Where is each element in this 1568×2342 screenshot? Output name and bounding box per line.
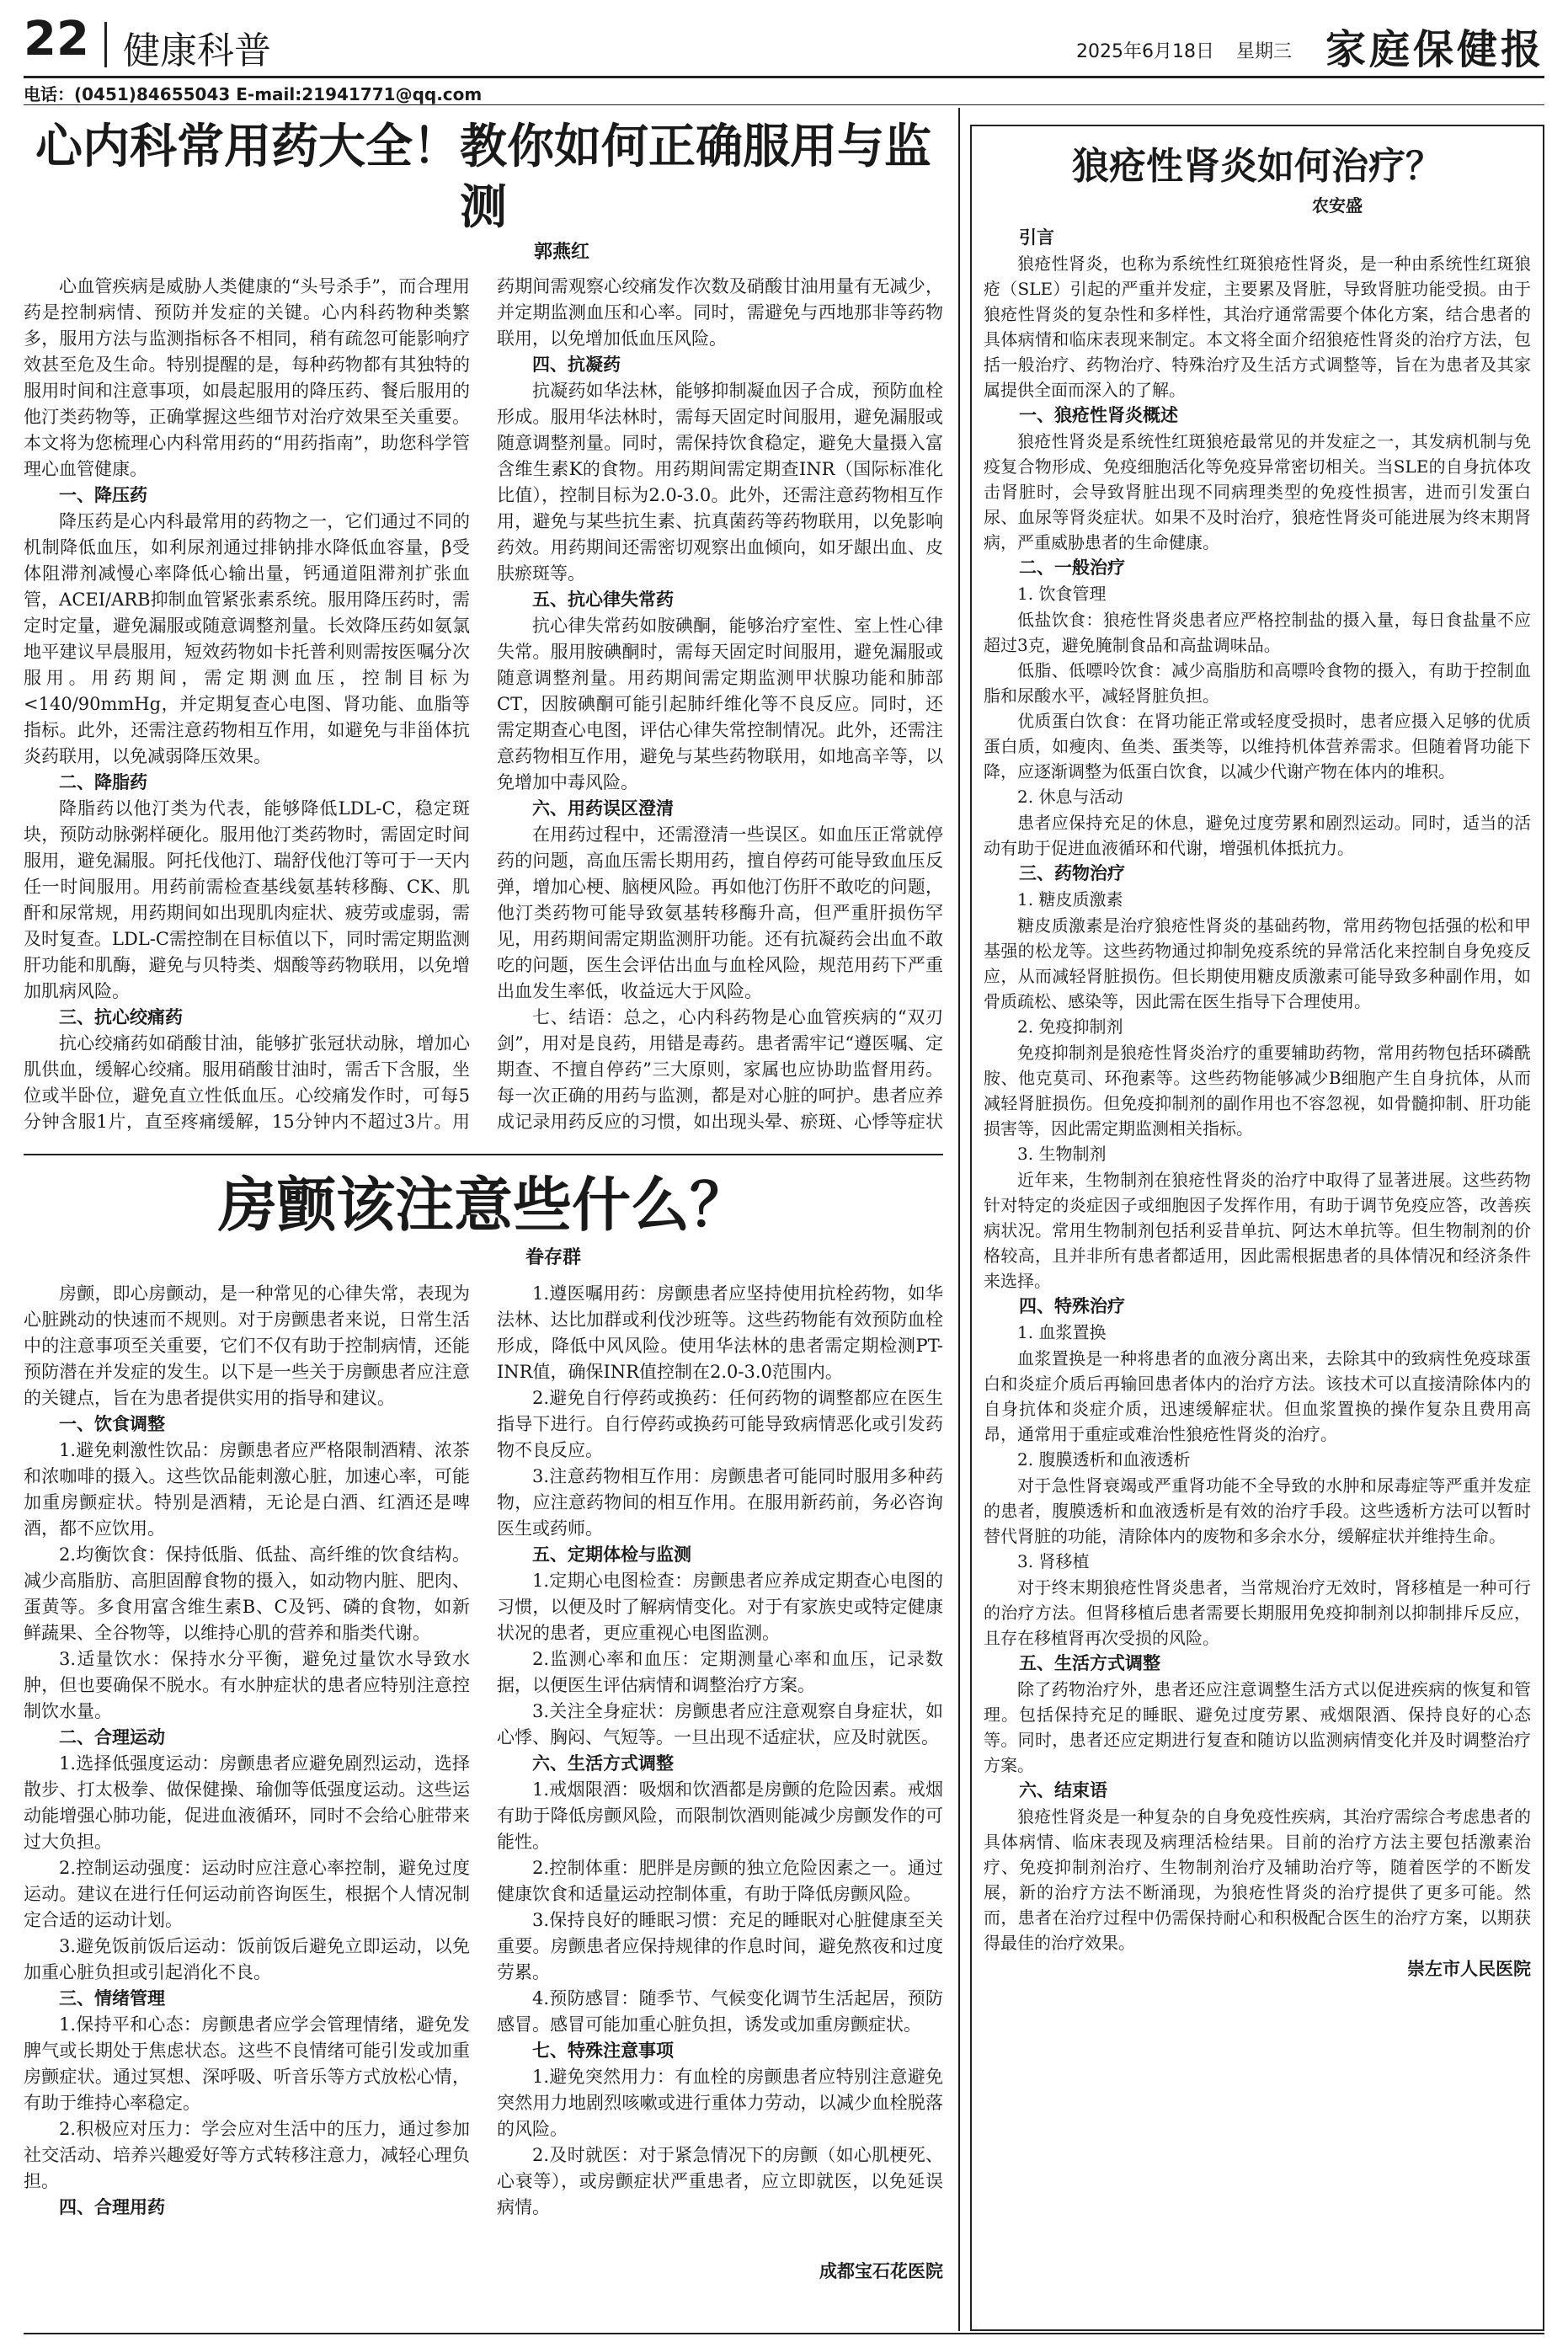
body-paragraph: 1.定期心电图检查：房颤患者应养成定期查心电图的习惯，以便及时了解病情变化。对于有家族史或特定健康状况的患者，更应重视心电图监测。 — [497, 1571, 943, 1643]
section-heading: 四、合理用药 — [59, 2197, 165, 2217]
masthead-separator — [104, 22, 107, 67]
section-heading: 三、抗心绞痛药 — [59, 1007, 183, 1027]
body-paragraph: 除了药物治疗外，患者还应注意调整生活方式以促进疾病的恢复和管理。包括保持充足的睡眠、避免过度劳累、戒烟限酒、保持良好的心态等。同时，患者还应定期进行复查和随访以监测病情变化并及时调整治疗方案。 — [984, 1679, 1531, 1775]
body-paragraph: 2.避免自行停药或换药：任何药物的调整都应在医生指导下进行。自行停药或换药可能导致病情恶化或引发药物不良反应。 — [497, 1388, 943, 1460]
body-paragraph: 2.积极应对压力：学会应对生活中的压力，通过参加社交活动、培养兴趣爱好等方式转移注意力，减轻心理负担。 — [24, 2119, 470, 2191]
body-paragraph: 抗心律失常药如胺碘酮，能够治疗室性、室上性心律失常。服用胺碘酮时，需每天固定时间服用，避免漏服或随意调整剂量。用药期间需定期监测甲状腺功能和肺部CT，因胺碘酮可能引起肺纤维化等不良反应。同时，还需定期查心电图，评估心律失常控制情况。此外，还需注意药物相互作用，避免与某些药物联用，如地高辛等，以免增加中毒风险。 — [497, 616, 943, 792]
article-author: 郭燕红 — [533, 242, 589, 263]
subsection-heading: 1. 饮食管理 — [1017, 584, 1107, 604]
body-paragraph: 对于急性肾衰竭或严重肾功能不全导致的水肿和尿毒症等严重并发症的患者，腹膜透析和血液透析是有效的治疗手段。这些透析方法可以暂时替代肾脏的功能，清除体内的废物和多余水分，缓解症状并维持生命。 — [984, 1475, 1531, 1546]
masthead — [24, 12, 1544, 76]
body-paragraph: 1.遵医嘱用药：房颤患者应坚持使用抗栓药物，如华法林、达比加群或利伐沙班等。这些药物能有效预防血栓形成，降低中风风险。使用华法林的患者需定期检测PT-INR值，确保INR值控制在2.0-3.0范围内。 — [497, 1283, 943, 1382]
article-hospital: 成都宝石花医院 — [819, 2261, 943, 2281]
article-author: 农安盛 — [1312, 195, 1363, 216]
body-paragraph: 抗心绞痛药如硝酸甘油，能够扩张冠状动脉，增加心肌供血，缓解心绞痛。服用硝酸甘油时，需舌下含服，坐位或半卧位，避免直立性低血压。心绞痛发作时，可每5分钟含服1片，直至疼痛缓解，15分钟内不超过3片。用药期间需观察心绞痛发作次数及硝酸甘油用量有无减少，并定期监测血压和心率。同时，需避免与西地那非等药物联用，以免增加低血压风险。 — [24, 276, 943, 1132]
section-heading: 二、降脂药 — [59, 772, 147, 792]
body-paragraph: 患者应保持充足的休息，避免过度劳累和剧烈运动。同时，适当的活动有助于促进血液循环和代谢，增强机体抵抗力。 — [984, 813, 1531, 858]
body-paragraph: 4.预防感冒：随季节、气候变化调节生活起居，预防感冒。感冒可能加重心脏负担，诱发或加重房颤症状。 — [497, 1988, 943, 2035]
newspaper-brand: 家庭保健报 — [1325, 26, 1544, 73]
section-heading: 五、生活方式调整 — [1019, 1653, 1160, 1673]
subsection-heading: 2. 休息与活动 — [1017, 787, 1123, 807]
body-paragraph: 狼疮性肾炎是系统性红斑狼疮最常见的并发症之一，其发病机制与免疫复合物形成、免疫细胞活化等免疫异常密切相关。当SLE的自身抗体攻击肾脏时，会导致肾脏出现不同病理类型的免疫性损害，进而引发蛋白尿、血尿等肾炎症状。如果不及时治疗，狼疮性肾炎可能进展为终末期肾病，严重威胁患者的生命健康。 — [984, 431, 1531, 552]
body-paragraph: 1.避免刺激性饮品：房颤患者应严格限制酒精、浓茶和浓咖啡的摄入。这些饮品能刺激心脏，加速心率，可能加重房颤症状。特别是酒精，无论是白酒、红酒还是啤酒，都不应饮用。 — [24, 1440, 470, 1539]
issue-weekday: 星期三 — [1236, 41, 1293, 62]
article-body — [24, 1281, 943, 2258]
section-heading: 二、一般治疗 — [1019, 557, 1125, 578]
section-heading: 七、特殊注意事项 — [532, 2041, 674, 2061]
section-heading: 五、定期体检与监测 — [532, 1544, 691, 1565]
section-heading: 六、结束语 — [1019, 1780, 1107, 1801]
article-body — [984, 225, 1531, 1955]
subsection-heading: 1. 血浆置换 — [1017, 1322, 1107, 1342]
body-paragraph: 降脂药以他汀类为代表，能够降低LDL-C，稳定斑块，预防动脉粥样硬化。服用他汀类药物时，需固定时间服用，避免漏服。阿托伐他汀、瑞舒伐他汀等可于一天内任一时间服用。用药前需检查基线氨基转移酶、CK、肌酐和尿常规，用药期间如出现肌肉症状、疲劳或虚弱，需及时复查。LDL-C需控制在目标值以下，同时需定期监测肝功能和肌酶，避免与贝特类、烟酸等药物联用，以免增加肌病风险。 — [24, 798, 470, 1001]
body-paragraph: 1.选择低强度运动：房颤患者应避免剧烈运动，选择散步、打太极拳、做保健操、瑜伽等低强度运动。这些运动能增强心肺功能，促进血液循环，同时不会给心脏带来过大负担。 — [24, 1753, 470, 1852]
body-paragraph: 糖皮质激素是治疗狼疮性肾炎的基础药物，常用药物包括强的松和甲基强的松龙等。这些药物通过抑制免疫系统的异常活化来控制自身免疫反应，从而减轻肾脏损伤。但长期使用糖皮质激素可能导致多种副作用，如骨质疏松、感染等，因此需在医生指导下合理使用。 — [984, 915, 1531, 1011]
article-author: 眷存群 — [525, 1247, 581, 1268]
body-paragraph: 低盐饮食：狼疮性肾炎患者应严格控制盐的摄入量，每日食盐量不应超过3克，避免腌制食品和高盐调味品。 — [984, 610, 1531, 655]
masthead-rule — [24, 76, 1544, 78]
section-title: 健康科普 — [123, 29, 271, 72]
body-paragraph: 狼疮性肾炎是一种复杂的自身免疫性疾病，其治疗需综合考虑患者的具体病情、临床表现及病理活检结果。目前的治疗方法主要包括激素治疗、免疫抑制剂治疗、生物制剂治疗及辅助治疗等，随着医学的不断发展，新的治疗方法不断涌现，为狼疮性肾炎的治疗提供了更多可能。然而，患者在治疗过程中仍需保持耐心和积极配合医生的治疗方案，以期获得最佳的治疗效果。 — [984, 1806, 1531, 1953]
section-heading: 三、情绪管理 — [59, 1988, 165, 2009]
body-paragraph: 1.戒烟限酒：吸烟和饮酒都是房颤的危险因素。戒烟有助于降低房颤风险，而限制饮酒则能减少房颤发作的可能性。 — [497, 1779, 943, 1852]
body-paragraph: 七、结语：总之，心内科药物是心血管疾病的“双刃剑”，用对是良药，用错是毒药。患者需牢记“遵医嘱、定期查、不擅自停药”三大原则，家属也应协助监督用药。每一次正确的用药与监测，都是对心脏的呵护。患者应养成记录用药反应的习惯，如出现头晕、瘀斑、心悸等症状 — [497, 1007, 943, 1132]
section-heading: 四、特殊治疗 — [1019, 1296, 1125, 1316]
body-paragraph: 1.避免突然用力：有血栓的房颤患者应特别注意避免突然用力地剧烈咳嗽或进行重体力劳动，以减少血栓脱落的风险。 — [497, 2067, 943, 2139]
article-cardiology-drugs — [24, 108, 943, 1149]
article-divider — [24, 1154, 943, 1155]
body-paragraph: 近年来，生物制剂在狼疮性肾炎的治疗中取得了显著进展。这些药物针对特定的炎症因子或细胞因子发挥作用，有助于调节免疫应答，改善疾病状况。常用生物制剂包括利妥昔单抗、阿达木单抗等。但生物制剂的价格较高，且并非所有患者都适用，因此需根据患者的具体情况和经济条件来选择。 — [984, 1170, 1531, 1291]
body-paragraph: 狼疮性肾炎，也称为系统性红斑狼疮性肾炎，是一种由系统性红斑狼疮（SLE）引起的严重并发症，主要累及肾脏，导致肾脏功能受损。由于狼疮性肾炎的复杂性和多样性，其治疗通常需要个体化方案，结合患者的具体病情和临床表现来制定。本文将全面介绍狼疮性肾炎的治疗方法，包括一般治疗、药物治疗、特殊治疗及生活方式调整等，旨在为患者及其家属提供全面而深入的了解。 — [984, 253, 1531, 400]
article-title: 狼疮性肾炎如何治疗？ — [1072, 145, 1443, 188]
page-number: 22 — [24, 12, 89, 67]
body-paragraph: 2.控制体重：肥胖是房颤的独立危险因素之一。通过健康饮食和适量运动控制体重，有助于降低房颤风险。 — [497, 1858, 943, 1904]
bottom-rule — [24, 2333, 1544, 2334]
section-heading: 六、生活方式调整 — [532, 1753, 674, 1774]
body-paragraph: 房颤，即心房颤动，是一种常见的心律失常，表现为心脏跳动的快速而不规则。对于房颤患者来说，日常生活中的注意事项至关重要，它们不仅有助于控制病情，还能预防潜在并发症的发生。以下是一些关于房颤患者应注意的关键点，旨在为患者提供实用的指导和建议。 — [24, 1283, 470, 1408]
section-heading: 四、抗凝药 — [532, 355, 621, 375]
body-paragraph: 在用药过程中，还需澄清一些误区。如血压正常就停药的问题，高血压需长期用药，擅自停药可能导致血压反弹，增加心梗、脑梗风险。再如他汀伤肝不敢吃的问题，他汀类药物可能导致氨基转移酶升高，但严重肝损伤罕见，用药期间需定期监测肝功能。还有抗凝药会出血不敢吃的问题，医生会评估出血与血栓风险，规范用药下严重出血发生率低，收益远大于风险。 — [497, 824, 943, 1001]
body-paragraph: 3.适量饮水：保持水分平衡，避免过量饮水导致水肿，但也要确保不脱水。有水肿症状的患者应特别注意控制饮水量。 — [24, 1649, 470, 1721]
body-paragraph: 3.避免饭前饭后运动：饭前饭后避免立即运动，以免加重心脏负担或引起消化不良。 — [24, 1936, 470, 1982]
subsection-heading: 1. 糖皮质激素 — [1017, 889, 1123, 910]
subsection-heading: 2. 腹膜透析和血液透析 — [1017, 1449, 1191, 1470]
body-paragraph: 2.均衡饮食：保持低脂、低盐、高纤维的饮食结构。减少高脂肪、高胆固醇食物的摄入，如动物内脏、肥肉、蛋黄等。多食用富含维生素B、C及钙、磷的食物，如新鲜蔬果、全谷物等，以维持心肌的营养和脂类代谢。 — [24, 1544, 470, 1643]
body-paragraph: 对于终末期狼疮性肾炎患者，当常规治疗无效时，肾移植是一种可行的治疗方法。但肾移植后患者需要长期服用免疫抑制剂以抑制排斥反应，且存在移植肾再次受损的风险。 — [984, 1577, 1531, 1648]
section-heading: 引言 — [1019, 227, 1054, 248]
body-paragraph: 1.保持平和心态：房颤患者应学会管理情绪，避免发脾气或长期处于焦虑状态。这些不良情绪可能引发或加重房颤症状。通过冥想、深呼吸、听音乐等方式放松心情，有助于维持心率稳定。 — [24, 2014, 470, 2113]
body-paragraph: 3.保持良好的睡眠习惯：充足的睡眠对心脏健康至关重要。房颤患者应保持规律的作息时间，避免熬夜和过度劳累。 — [497, 1910, 943, 1982]
column-divider — [958, 108, 960, 2331]
article-title: 心内科常用药大全！教你如何正确服用与监测 — [35, 119, 931, 235]
article-title: 房颤该注意些什么？ — [218, 1170, 749, 1240]
body-paragraph: 抗凝药如华法林，能够抑制凝血因子合成，预防血栓形成。服用华法林时，需每天固定时间服用，避免漏服或随意调整剂量。同时，需保持饮食稳定，避免大量摄入富含维生素K的食物。用药期间需定期查INR（国际标准化比值），控制目标为2.0-3.0。此外，还需注意药物相互作用，避免与某些抗生素、抗真菌药等药物联用，以免影响药效。用药期间还需密切观察出血倾向，如牙龈出血、皮肤瘀斑等。 — [497, 381, 943, 584]
body-paragraph: 免疫抑制剂是狼疮性肾炎治疗的重要辅助药物，常用药物包括环磷酰胺、他克莫司、环孢素等。这些药物能够减少B细胞产生自身抗体，从而减轻肾脏损伤。但免疫抑制剂的副作用也不容忽视，如骨髓抑制、肝功能损害等，因此需定期监测相关指标。 — [984, 1043, 1531, 1139]
body-paragraph: 降压药是心内科最常用的药物之一，它们通过不同的机制降低血压，如利尿剂通过排钠排水降低血容量，β受体阻滞剂减慢心率降低心输出量，钙通道阻滞剂扩张血管，ACEI/ARB抑制血管紧张素系统。服用降压药时，需定时定量，避免漏服或随意调整剂量。长效降压药如氨氯地平建议早晨服用，短效药物如卡托普利则需按医嘱分次服用。用药期间，需定期测血压，控制目标为<140/90mmHg，并定期复查心电图、肾功能、血脂等指标。此外，还需注意药物相互作用，如避免与非甾体抗炎药联用，以免减弱降压效果。 — [24, 511, 470, 766]
subsection-heading: 2. 免疫抑制剂 — [1017, 1016, 1123, 1037]
section-heading: 一、饮食调整 — [59, 1414, 165, 1434]
body-paragraph: 低脂、低嘌呤饮食：减少高脂肪和高嘌呤食物的摄入，有助于控制血脂和尿酸水平，减轻肾脏负担。 — [984, 660, 1531, 706]
section-heading: 三、药物治疗 — [1019, 863, 1125, 883]
body-paragraph: 2.控制运动强度：运动时应注意心率控制，避免过度运动。建议在进行任何运动前咨询医生，根据个人情况制定合适的运动计划。 — [24, 1858, 470, 1930]
article-body — [24, 274, 943, 1149]
section-heading: 一、狼疮性肾炎概述 — [1019, 405, 1178, 425]
body-paragraph: 2.及时就医：对于紧急情况下的房颤（如心肌梗死、心衰等），或房颤症状严重患者，应立即就医，以免延误病情。 — [497, 2145, 943, 2217]
body-paragraph: 3.注意药物相互作用：房颤患者可能同时服用多种药物，应注意药物间的相互作用。在服用新药前，务必咨询医生或药师。 — [497, 1466, 943, 1539]
body-paragraph: 心血管疾病是威胁人类健康的“头号杀手”，而合理用药是控制病情、预防并发症的关键。心内科药物种类繁多，服用方法与监测指标各不相同，稍有疏忽可能影响疗效甚至危及生命。特别提醒的是，每种药物都有其独特的服用时间和注意事项，如晨起服用的降压药、餐后服用的他汀类药物等，正确掌握这些细节对治疗效果至关重要。本文将为您梳理心内科常用药的“用药指南”，助您科学管理心血管健康。 — [24, 276, 470, 479]
article-hospital: 崇左市人民医院 — [1407, 1959, 1531, 1979]
article-lupus-nephritis — [970, 125, 1544, 2331]
subsection-heading: 3. 生物制剂 — [1017, 1144, 1107, 1164]
body-paragraph: 优质蛋白饮食：在肾功能正常或轻度受损时，患者应摄入足够的优质蛋白质，如瘦肉、鱼类、蛋类等，以维持机体营养需求。但随着肾功能下降，应逐渐调整为低蛋白饮食，以减少代谢产物在体内的堆积。 — [984, 711, 1531, 782]
body-paragraph: 血浆置换是一种将患者的血液分离出来，去除其中的致病性免疫球蛋白和炎症介质后再输回患者体内的治疗方法。该技术可以直接清除体内的自身抗体和炎症介质，迅速缓解症状。但血浆置换的操作复杂且费用高昂，通常用于重症或难治性狼疮性肾炎的治疗。 — [984, 1348, 1531, 1444]
contact-line: 电话：(0451)84655043 E-mail:21941771@qq.com — [24, 84, 483, 104]
section-heading: 六、用药误区澄清 — [532, 798, 674, 819]
issue-date: 2025年6月18日 — [1076, 41, 1214, 62]
section-heading: 一、降压药 — [59, 485, 147, 505]
contact-rule — [24, 104, 1544, 105]
section-heading: 五、抗心律失常药 — [532, 590, 674, 610]
article-atrial-fibrillation — [24, 1159, 943, 2329]
subsection-heading: 3. 肾移植 — [1017, 1551, 1090, 1571]
body-paragraph: 2.监测心率和血压：定期测量心率和血压，记录数据，以便医生评估病情和调整治疗方案。 — [497, 1649, 943, 1695]
body-paragraph: 3.关注全身症状：房颤患者应注意观察自身症状，如心悸、胸闷、气短等。一旦出现不适症状，应及时就医。 — [497, 1701, 943, 1747]
section-heading: 二、合理运动 — [59, 1727, 165, 1747]
